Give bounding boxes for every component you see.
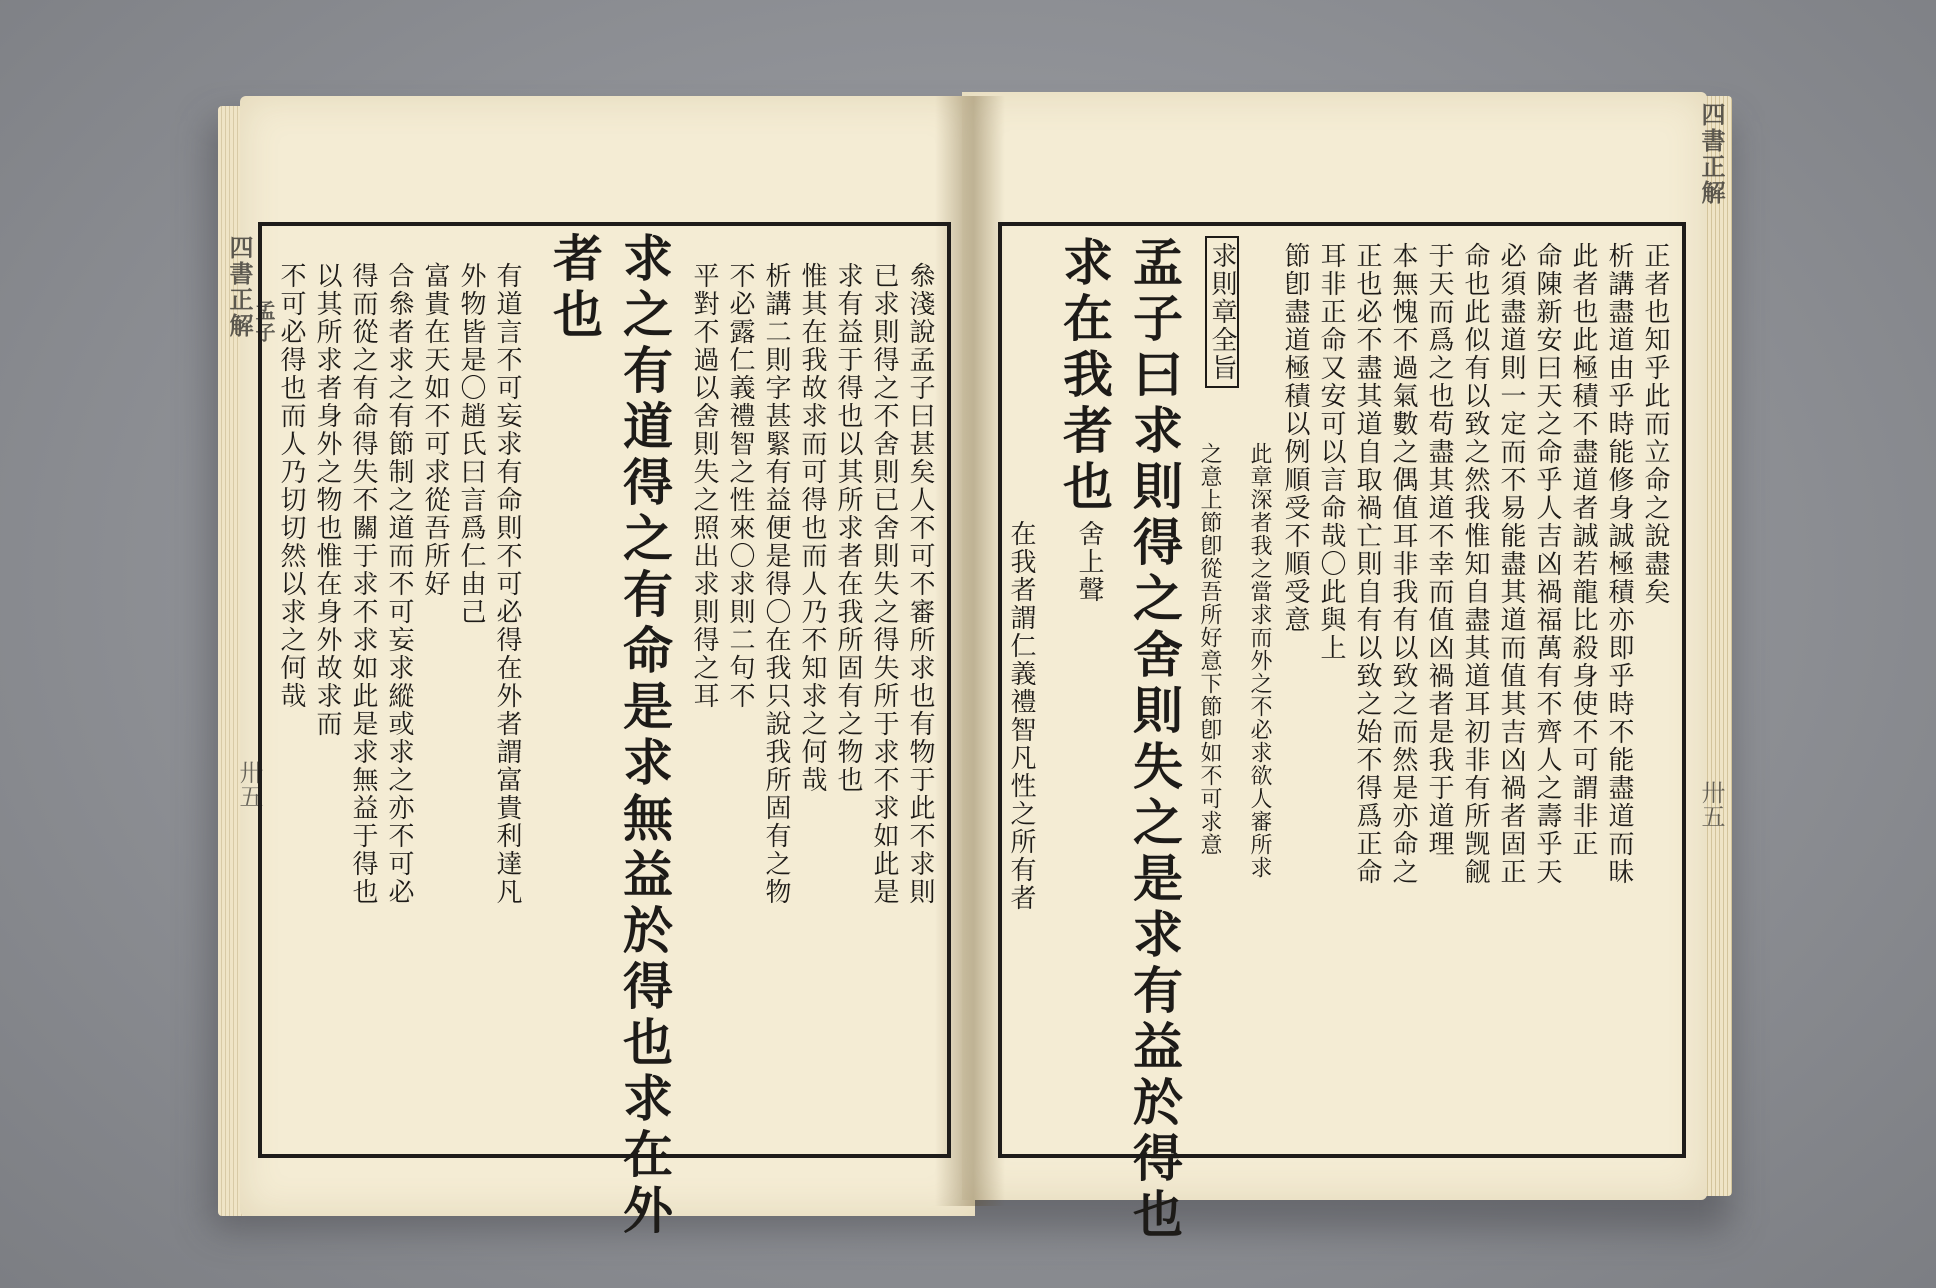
- right-col-11: 節卽盡道極積以例順受不順受意: [1280, 242, 1310, 634]
- left-col-7: 平對不過以舍則失之照出求則得之耳: [689, 262, 719, 710]
- left-note-1: 有道言不可妄求有命則不可必得在外者謂富貴利達凡: [492, 262, 522, 906]
- left-col-6: 不必露仁義禮智之性來〇求則二句不: [725, 262, 755, 710]
- left-note-3: 富貴在天如不可求從吾所好: [420, 262, 450, 598]
- right-note-body: 在我者謂仁義禮智凡性之所有者: [1006, 520, 1036, 912]
- right-note-sound: 舍上聲: [1074, 520, 1104, 604]
- left-margin-title: 四書正解: [225, 235, 254, 339]
- right-col-2: 析講盡道由乎時能修身誠極積亦即乎時不能盡道而昧: [1604, 242, 1634, 886]
- left-note-5: 得而從之有命得失不關于求不求如此是求無益于得也: [348, 262, 378, 906]
- left-col-1: 叅淺說孟子曰甚矣人不可不審所求也有物于此不求則: [905, 262, 935, 906]
- right-col-3: 此者也此極積不盡道者誠若龍比殺身使不可謂非正: [1568, 242, 1598, 858]
- left-col-4: 惟其在我故求而可得也而人乃不知求之何哉: [797, 262, 827, 794]
- left-note-2: 外物皆是〇趙氏曰言爲仁由己: [456, 262, 486, 626]
- right-col-7: 于天而爲之也苟盡其道不幸而值凶禍者是我于道理: [1424, 242, 1454, 858]
- left-col-3: 求有益于得也以其所求者在我所固有之物也: [833, 262, 863, 794]
- right-col-6: 命也此似有以致之然我惟知自盡其道耳初非有所觊觎: [1460, 242, 1490, 886]
- right-col-4: 命陳新安曰天之命乎人吉凶禍福萬有不齊人之壽乎天: [1532, 242, 1562, 886]
- right-margin-title: 四書正解: [1697, 102, 1726, 206]
- right-commentary-2: 之意上節卽從吾所好意下節卽如不可求意: [1197, 442, 1222, 856]
- right-col-10: 耳非正命又安可以言命哉〇此與上: [1316, 242, 1346, 662]
- left-note-4: 合叅者求之有節制之道而不可妄求縱或求之亦不可必: [384, 262, 414, 906]
- left-main-text-1: 求之有道得之有命是求無益於得也求在外: [615, 232, 674, 1240]
- left-note-6: 以其所求者身外之物也惟在身外故求而: [312, 262, 342, 738]
- left-folio: 卅五: [235, 760, 263, 808]
- chapter-tag: 求則章全旨: [1205, 236, 1239, 388]
- right-main-text-2: 求在我者也: [1055, 236, 1114, 516]
- right-col-1: 正者也知乎此而立命之說盡矣: [1640, 242, 1670, 606]
- right-col-5: 必須盡道則一定而不易能盡其道而值其吉凶禍者固正: [1496, 242, 1526, 886]
- left-margin-subtitle: 孟子: [252, 300, 276, 344]
- right-main-text-1: 孟子曰求則得之舍則失之是求有益於得也: [1125, 236, 1184, 1244]
- left-note-7: 不可必得也而人乃切切然以求之何哉: [276, 262, 306, 710]
- right-col-9: 正也必不盡其道自取禍亡則自有以致之始不得爲正命: [1352, 242, 1382, 886]
- right-col-8: 本無愧不過氣數之偶值耳非我有以致之而然是亦命之: [1388, 242, 1418, 886]
- right-commentary-1: 此章深者我之當求而外之不必求欲人審所求: [1247, 442, 1272, 879]
- left-main-text-2: 者也: [545, 232, 604, 344]
- right-folio: 卅五: [1697, 780, 1725, 828]
- left-col-5: 析講二則字甚緊有益便是得〇在我只說我所固有之物: [761, 262, 791, 906]
- left-col-2: 已求則得之不舍則已舍則失之得失所于求不求如此是: [869, 262, 899, 906]
